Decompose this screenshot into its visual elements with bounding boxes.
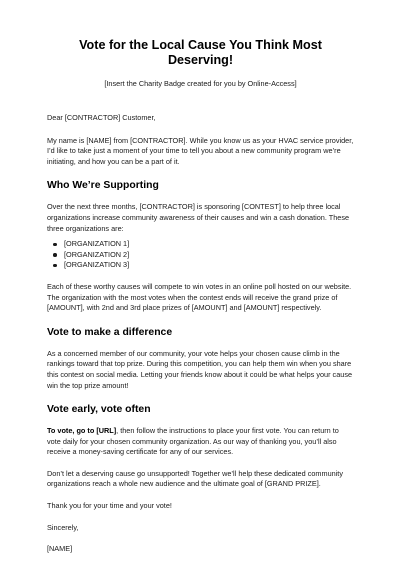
organization-list [47, 239, 354, 271]
supporting-paragraph: Over the next three months, [CONTRACTOR] is sponsoring [CONTEST] to help three local organizations increase community awareness of their causes and win a cash donation. These three organizations are: [47, 202, 350, 233]
list-item: [ORGANIZATION 1] [64, 239, 354, 250]
badge-placeholder: [Insert the Charity Badge created for you by Online-Access] [104, 79, 297, 88]
signature-name: [NAME] [47, 544, 73, 554]
signoff: Sincerely, [47, 522, 79, 532]
page-title: Vote for the Local Cause You Think Most Deserving! [79, 38, 322, 67]
vote-instructions-paragraph [47, 426, 354, 458]
list-item: [ORGANIZATION 2] [64, 250, 354, 261]
vote-instructions-text: , then follow the instructions to place your first vote. You can return to vote daily for your chosen community organization. As our way of thanking you, you’ll also receive a money-saving certificate for any of our services. [47, 426, 339, 457]
vote-url-lead: To vote, go to [URL] [47, 426, 117, 436]
thank-you-line: Thank you for your time and your vote! [47, 501, 172, 511]
list-item: [ORGANIZATION 3] [64, 260, 354, 271]
section-heading-supporting: Who We’re Supporting [47, 180, 159, 192]
difference-paragraph: As a concerned member of our community, your vote helps your chosen cause climb in the rankings toward that top prize. During this competition, you can help them win when you share this contest on social media. Letting your friends know about it could be what helps your cause win the top prize amount! [47, 348, 353, 390]
contest-paragraph: Each of these worthy causes will compete to win votes in an online poll hosted on our website. The organization with the most votes when the contest ends will receive the grand prize of [AMOUNT], with 2nd and 3rd place prizes of [AMOUNT] and [AMOUNT] respectively. [47, 281, 352, 313]
greeting: Dear [CONTRACTOR] Customer, [47, 113, 156, 122]
closing-paragraph: Don’t let a deserving cause go unsupported! Together we’ll help these dedicated community organizations reach a whole new audience and the ultimate goal of [GRAND PRIZE]. [47, 468, 343, 489]
intro-paragraph: My name is [NAME] from [CONTRACTOR]. While you know us as your HVAC service provider, I’d like to take just a moment of your time to tell you about a new community program we’re initiating, and how you can be a part of it. [47, 135, 354, 166]
section-heading-vote-early: Vote early, vote often [47, 404, 151, 416]
section-heading-difference: Vote to make a difference [47, 326, 173, 338]
